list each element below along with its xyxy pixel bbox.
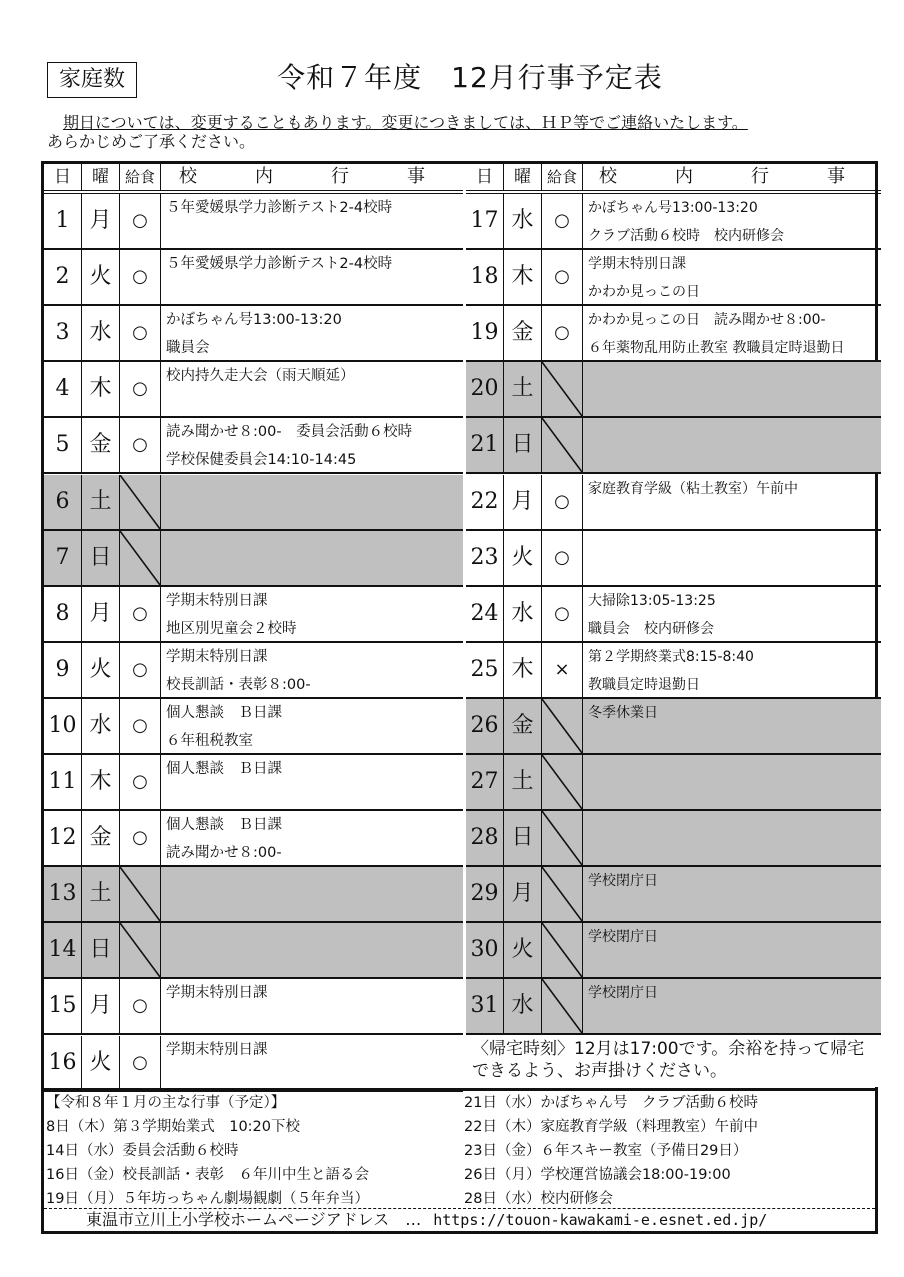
weekday: 水 [82, 306, 120, 360]
event-text: 個人懇談 Ｂ日課 [166, 704, 282, 721]
event-cell [583, 979, 881, 1033]
event-cell [161, 306, 463, 360]
table-row [44, 362, 463, 418]
event-cell [161, 867, 463, 921]
event-text: かぼちゃん号13:00-13:20 [588, 200, 758, 216]
homepage-address [44, 1208, 875, 1231]
table-row [466, 587, 881, 643]
event-cell [161, 362, 463, 416]
lunch-mark: ○ [120, 194, 161, 248]
event-text: 学校閉庁日 [588, 985, 658, 1002]
event-text: 地区別児童会２校時 [166, 620, 297, 637]
day-number: 13 [44, 867, 82, 921]
no-lunch-slash-icon [542, 867, 583, 921]
no-lunch-slash-icon [120, 475, 161, 529]
day-number: 2 [44, 250, 82, 304]
lunch-mark: ○ [120, 306, 161, 360]
weekday: 金 [82, 811, 120, 865]
table-row [466, 755, 881, 811]
weekday: 日 [82, 923, 120, 977]
col-header-day: 日 [44, 164, 82, 190]
notice-text [47, 113, 877, 151]
lunch-mark: ○ [120, 811, 161, 865]
event-text: ６年租税教室 [166, 732, 253, 749]
event-cell [583, 250, 881, 304]
table-row [44, 250, 463, 306]
january-item: 8日（木）第３学期始業式 10:20下校 [46, 1119, 301, 1135]
weekday: 火 [504, 923, 542, 977]
event-cell [583, 587, 881, 641]
col-header-lunch: 給食 [120, 164, 161, 190]
day-number: 22 [466, 475, 504, 529]
day-number: 7 [44, 531, 82, 585]
table-row [466, 475, 881, 531]
weekday: 土 [504, 362, 542, 416]
weekday: 金 [82, 418, 120, 472]
weekday: 月 [82, 979, 120, 1033]
no-lunch-slash-icon [120, 923, 161, 977]
event-cell [583, 306, 881, 360]
day-number: 4 [44, 362, 82, 416]
event-text: かぼちゃん号13:00-13:20 [166, 312, 342, 329]
no-lunch-slash-icon [120, 867, 161, 921]
event-cell [583, 699, 881, 753]
table-row [466, 362, 881, 418]
event-cell [583, 643, 881, 697]
no-lunch-slash-icon [542, 755, 583, 809]
weekday: 水 [504, 194, 542, 248]
day-number: 28 [466, 811, 504, 865]
day-number: 15 [44, 979, 82, 1033]
table-row [44, 306, 463, 362]
january-item: 21日（水）かぼちゃん号 クラブ活動６校時 [464, 1095, 758, 1111]
event-text: 学期末特別日課 [166, 648, 268, 665]
january-left-list [46, 1091, 456, 1211]
lunch-mark: ○ [542, 475, 583, 529]
table-row [466, 418, 881, 474]
homepage-url-link[interactable]: https://touon-kawakami-e.esnet.ed.jp/ [433, 1211, 768, 1229]
day-number: 25 [466, 643, 504, 697]
event-text: 教職員定時退勤日 [588, 676, 700, 693]
january-right-list [464, 1091, 874, 1211]
day-number: 8 [44, 587, 82, 641]
day-number: 10 [44, 699, 82, 753]
event-cell [161, 475, 463, 529]
home-time-note: 〈帰宅時刻〉12月は17:00です。余裕を持って帰宅できるよう、お声掛けください。 [466, 1031, 881, 1087]
event-cell [583, 531, 881, 585]
january-item: 19日（月）５年坊っちゃん劇場観劇（５年弁当） [46, 1191, 369, 1207]
notice-rest: あらかじめご了承ください。 [47, 132, 256, 151]
event-text: 学期末特別日課 [166, 592, 268, 609]
table-row [44, 699, 463, 755]
table-row [466, 699, 881, 755]
weekday: 水 [82, 699, 120, 753]
january-item: 26日（月）学校運営協議会18:00-19:00 [464, 1167, 731, 1183]
event-text: 冬季休業日 [588, 704, 658, 721]
col-header-lunch: 給食 [542, 164, 583, 190]
event-text: 家庭教育学級（粘土教室）午前中 [588, 480, 798, 497]
weekday: 木 [82, 755, 120, 809]
col-header-day: 日 [466, 164, 504, 190]
event-text: ５年愛媛県学力診断テスト2-4校時 [166, 256, 393, 273]
event-cell [161, 979, 463, 1033]
event-cell [161, 923, 463, 977]
event-cell [161, 418, 463, 472]
lunch-mark: × [542, 643, 583, 697]
day-number: 18 [466, 250, 504, 304]
weekday: 月 [82, 194, 120, 248]
event-text: 学校閉庁日 [588, 873, 658, 890]
event-text: かわか見っこの日 [588, 284, 700, 301]
event-cell [583, 418, 881, 472]
table-row [44, 755, 463, 811]
lunch-mark: ○ [120, 587, 161, 641]
event-text: 読み聞かせ８:00- 委員会活動６校時 [166, 424, 413, 441]
weekday: 火 [82, 1036, 120, 1090]
table-row [466, 194, 881, 250]
table-row [44, 923, 463, 979]
day-number: 31 [466, 979, 504, 1033]
day-number: 26 [466, 699, 504, 753]
day-number: 1 [44, 194, 82, 248]
event-text: 学校閉庁日 [588, 929, 658, 946]
lunch-mark: ○ [120, 755, 161, 809]
weekday: 月 [504, 475, 542, 529]
table-row [44, 867, 463, 923]
lunch-mark: ○ [542, 531, 583, 585]
day-number: 29 [466, 867, 504, 921]
january-heading: 【令和８年１月の主な行事（予定）】 [46, 1095, 286, 1111]
table-row [466, 643, 881, 699]
january-events-box [44, 1088, 875, 1231]
table-row [44, 811, 463, 867]
event-text: 読み聞かせ８:00- [166, 845, 282, 862]
event-cell [161, 643, 463, 697]
event-cell [583, 362, 881, 416]
table-row [466, 867, 881, 923]
event-text: 校長訓話・表彰８:00- [166, 676, 311, 693]
day-number: 5 [44, 418, 82, 472]
january-item: 22日（木）家庭教育学級（料理教室）午前中 [464, 1119, 758, 1135]
table-row [44, 587, 463, 643]
weekday: 火 [504, 531, 542, 585]
january-item: 14日（水）委員会活動６校時 [46, 1143, 239, 1159]
january-item: 16日（金）校長訓話・表彰 ６年川中生と語る会 [46, 1167, 369, 1183]
no-lunch-slash-icon [542, 418, 583, 472]
lunch-mark: ○ [120, 699, 161, 753]
event-cell [583, 811, 881, 865]
table-row [466, 923, 881, 979]
schedule-table [41, 161, 878, 1234]
event-text: ５年愛媛県学力診断テスト2-4校時 [166, 200, 393, 216]
event-cell [161, 587, 463, 641]
table-row [466, 811, 881, 867]
event-text: 個人懇談 Ｂ日課 [166, 761, 282, 777]
day-number: 3 [44, 306, 82, 360]
day-number: 12 [44, 811, 82, 865]
weekday: 火 [82, 250, 120, 304]
day-number: 30 [466, 923, 504, 977]
day-number: 9 [44, 643, 82, 697]
event-text: 職員会 [166, 340, 210, 357]
col-header-weekday: 曜 [504, 164, 542, 190]
weekday: 木 [504, 643, 542, 697]
lunch-mark: ○ [120, 643, 161, 697]
table-row [44, 1036, 463, 1092]
table-row [44, 531, 463, 587]
event-cell [583, 475, 881, 529]
weekday: 金 [504, 306, 542, 360]
lunch-mark: ○ [120, 362, 161, 416]
event-cell [583, 194, 881, 248]
event-cell [583, 867, 881, 921]
lunch-mark: ○ [120, 979, 161, 1033]
household-count-tag: 家庭数 [47, 62, 137, 98]
col-header-events: 校 内 行 事 [179, 166, 445, 187]
lunch-mark: ○ [542, 306, 583, 360]
col-header-events: 校 内 行 事 [599, 166, 865, 187]
table-row [466, 979, 881, 1035]
day-number: 14 [44, 923, 82, 977]
event-cell [161, 1036, 463, 1090]
event-cell [161, 531, 463, 585]
weekday: 土 [82, 867, 120, 921]
day-number: 17 [466, 194, 504, 248]
day-number: 20 [466, 362, 504, 416]
january-item: 23日（金）６年スキー教室（予備日29日） [464, 1143, 748, 1159]
table-row [44, 418, 463, 474]
table-row [44, 643, 463, 699]
day-number: 19 [466, 306, 504, 360]
event-text: 職員会 校内研修会 [588, 620, 714, 637]
event-text: ６年薬物乱用防止教室 教職員定時退勤日 [588, 340, 845, 357]
table-row [44, 979, 463, 1035]
no-lunch-slash-icon [542, 811, 583, 865]
lunch-mark: ○ [120, 1036, 161, 1090]
page-title: 令和７年度 12月行事予定表 [277, 61, 663, 94]
lunch-mark: ○ [542, 587, 583, 641]
table-row [466, 250, 881, 306]
weekday: 日 [504, 811, 542, 865]
event-text: クラブ活動６校時 校内研修会 [588, 228, 784, 244]
table-row [44, 194, 463, 250]
event-text: 大掃除13:05-13:25 [588, 592, 716, 609]
event-text: かわか見っこの日 読み聞かせ８:00- [588, 312, 826, 329]
notice-underlined: 期日については、変更することもあります。変更につきましては、ＨＰ等でご連絡いたします。 [63, 113, 748, 132]
day-number: 16 [44, 1036, 82, 1090]
weekday: 土 [82, 475, 120, 529]
event-cell [161, 194, 463, 248]
day-number: 27 [466, 755, 504, 809]
table-header [466, 164, 881, 194]
event-cell [161, 755, 463, 809]
weekday: 月 [82, 587, 120, 641]
day-number: 21 [466, 418, 504, 472]
address-label: 東温市立川上小学校ホームページアドレス … [86, 1210, 422, 1229]
event-text: 学期末特別日課 [166, 1041, 268, 1058]
weekday: 火 [82, 643, 120, 697]
event-text: 第２学期終業式8:15-8:40 [588, 648, 754, 665]
no-lunch-slash-icon [542, 699, 583, 753]
weekday: 水 [504, 979, 542, 1033]
lunch-mark: ○ [120, 418, 161, 472]
table-row [44, 475, 463, 531]
no-lunch-slash-icon [542, 979, 583, 1033]
col-header-weekday: 曜 [82, 164, 120, 190]
event-text: 学校保健委員会14:10-14:45 [166, 452, 357, 469]
no-lunch-slash-icon [120, 531, 161, 585]
day-number: 24 [466, 587, 504, 641]
event-text: 学期末特別日課 [166, 985, 268, 1002]
lunch-mark: ○ [542, 250, 583, 304]
no-lunch-slash-icon [542, 362, 583, 416]
event-cell [161, 811, 463, 865]
january-item: 28日（水）校内研修会 [464, 1191, 613, 1207]
event-cell [583, 923, 881, 977]
weekday: 水 [504, 587, 542, 641]
table-row [466, 531, 881, 587]
event-cell [583, 755, 881, 809]
weekday: 金 [504, 699, 542, 753]
weekday: 木 [504, 250, 542, 304]
event-text: 個人懇談 Ｂ日課 [166, 817, 282, 834]
day-number: 23 [466, 531, 504, 585]
weekday: 日 [82, 531, 120, 585]
lunch-mark: ○ [120, 250, 161, 304]
weekday: 月 [504, 867, 542, 921]
weekday: 木 [82, 362, 120, 416]
event-cell [161, 250, 463, 304]
no-lunch-slash-icon [542, 923, 583, 977]
day-number: 11 [44, 755, 82, 809]
lunch-mark: ○ [542, 194, 583, 248]
event-cell [161, 699, 463, 753]
table-header [44, 164, 463, 194]
event-text: 学期末特別日課 [588, 256, 686, 273]
day-number: 6 [44, 475, 82, 529]
weekday: 日 [504, 418, 542, 472]
weekday: 土 [504, 755, 542, 809]
event-text: 校内持久走大会（雨天順延） [166, 368, 355, 385]
table-row [466, 306, 881, 362]
